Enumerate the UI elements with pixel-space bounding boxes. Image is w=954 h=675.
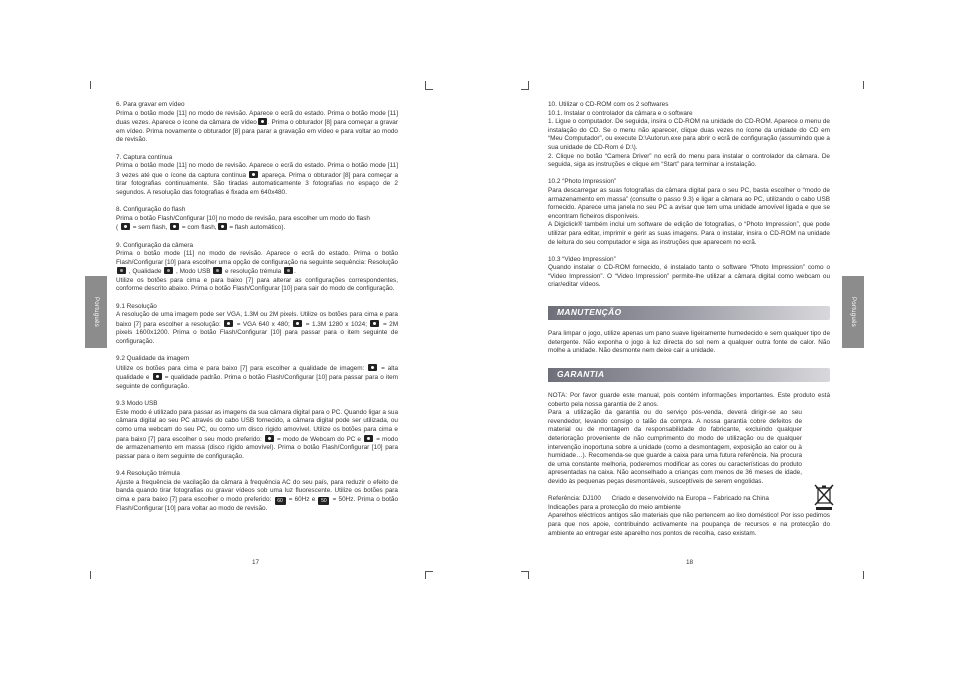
paragraph: Para descarregar as suas fotografias da câmara digital para o seu PC, basta escolher o “modo de armazenamento em massa” (consulte o passo 9.3) e ligar a câmara ao PC, utilizando o cabo USB fornecido. Aparece uma janela no seu PC a avisar que tem uma unidade amovível ligada e que se encontram ficheiros disponíveis. bbox=[548, 186, 830, 220]
crop-mark bbox=[90, 81, 91, 89]
crop-mark bbox=[90, 571, 91, 579]
warranty-body bbox=[548, 392, 830, 538]
warranty-heading: GARANTIA bbox=[557, 369, 605, 379]
left-page-body bbox=[116, 101, 398, 513]
standard-quality-icon bbox=[153, 373, 162, 380]
flash-off-icon bbox=[121, 223, 130, 230]
maintenance-heading-banner bbox=[548, 306, 830, 320]
flash-auto-icon bbox=[218, 223, 227, 230]
warranty-heading-banner bbox=[548, 368, 830, 382]
crop-mark bbox=[425, 89, 433, 90]
crop-mark bbox=[521, 89, 529, 90]
section-heading: 10.3 “Video Impression” bbox=[548, 255, 616, 263]
crop-mark bbox=[425, 81, 426, 89]
environment-heading: Indicações para a protecção do meio ambiente bbox=[548, 503, 681, 511]
section-heading: 9.4 Resolução trémula bbox=[116, 469, 180, 477]
page-number: 17 bbox=[252, 559, 260, 566]
section-heading: 6. Para gravar em vídeo bbox=[116, 101, 185, 108]
webcam-icon bbox=[265, 435, 274, 442]
language-tab-label: Português bbox=[93, 296, 99, 328]
vga-icon bbox=[224, 320, 233, 327]
reference-line: Referência: DJ100 Criado e desenvolvido na Europa – Fabricado na China bbox=[548, 495, 769, 503]
paragraph: Utilize os botões para cima e para baixo [7] para escolher a qualidade de imagem: = alta qualidade e = qualidade padrão. Prima o botão Flash/Configurar [10] para passar para o item seguinte de configuração. bbox=[116, 364, 398, 390]
language-tab-label: Português bbox=[850, 296, 856, 328]
crop-mark bbox=[528, 81, 529, 89]
flicker-icon bbox=[284, 267, 293, 274]
paragraph: NOTA: Por favor guarde este manual, pois contém informações importantes. Este produto está coberto pela nossa garantia de 2 anos. bbox=[548, 392, 830, 408]
section-heading: 10. Utilizar o CD-ROM com os 2 softwares bbox=[548, 101, 669, 108]
paragraph: Este modo é utilizado para passar as imagens da sua câmara digital para o PC. Quando ligar a sua câmara digital ao seu PC através do cabo USB fornecido, a câmara digital pode ser utilizada, ou como uma webcam do seu PC, ou como um disco rígido amovível. Utilize os botões para cima e para baixo [7] para escolher o seu modo preferido: = modo de Webcam do PC e = modo de armazenamento em massa (disco rígido amovível). Prima o botão Flash/Configurar [10] para passar para o item seguinte de configuração. bbox=[116, 408, 399, 460]
weee-crossed-bin-icon bbox=[813, 483, 835, 511]
section-heading: 9.3 Modo USB bbox=[116, 400, 158, 408]
paragraph: Prima o botão Flash/Configurar [10] no modo de revisão, para escolher um modo do flash ( = sem flash, = com flash, = flash automático). bbox=[116, 214, 370, 232]
paragraph: Para limpar o jogo, utilize apenas um pano suave ligeiramente humedecido e sem qualquer tipo de detergente. Não exponha o jogo à luz directa do sol nem a qualquer outra fonte de calor. Não molhe a unidade. Não desmonte nem deixe cair a unidade. bbox=[548, 330, 830, 355]
paragraph: Aparelhos eléctricos antigos são materiais que não pertencem ao lixo doméstico! Por isso pedimos para que nos apoie, contribuindo activamente na poupança de recursos e na protecção do ambiente ao entregar este aparelho nos pontos de recolha, caso existam. bbox=[548, 512, 830, 537]
section-heading: 10.2 “Photo Impression” bbox=[548, 178, 617, 186]
paragraph: Prima o botão mode [11] no modo de revisão. Aparece o ecrã do estado. Prima o botão mode [11] duas vezes. Aparece o ícone da câmara de vídeo . Prima o obturador [8] para começar a gravar em vídeo. Prima novamente o obturador [8] para parar a gravação em vídeo e para voltar ao modo de revisão. bbox=[116, 109, 398, 144]
50hz-icon: 50 bbox=[318, 497, 329, 505]
crop-mark bbox=[528, 571, 529, 579]
language-tab-left bbox=[85, 276, 107, 348]
paragraph: A resolução de uma imagem pode ser VGA, 1.3M ou 2M pixels. Utilize os botões para cima e para baixo [7] para escolher a resolução: = VGA 640 x 480; = 1.3M 1280 x 1024; = 2M pixels 1600x1200. Prima o botão Flash/Configurar [10] para passar para o item seguinte de configuração. bbox=[116, 311, 399, 346]
section-heading: 9.1 Resolução bbox=[116, 302, 157, 310]
paragraph: Quando instalar o CD-ROM fornecido, é instalado tanto o software “Photo Impression” como o “Video Impression”. O “Video Impression” permite-lhe utilizar a câmara digital como webcam ou criar/editar vídeos. bbox=[548, 264, 830, 289]
section-heading: 9. Configuração da câmera bbox=[116, 241, 194, 249]
section-heading: 8. Configuração do flash bbox=[116, 206, 186, 214]
usb-mode-icon bbox=[213, 267, 222, 274]
burst-capture-icon bbox=[249, 171, 258, 178]
high-quality-icon bbox=[368, 364, 377, 371]
paragraph: Prima o botão mode [11] no modo de revisão. Aparece o ecrã do estado. Prima o botão Flash/Configurar [10] para escolher uma opção de configuração na seguinte sequência: Resolução , Qualidade , Modo USB e resolução trémula . Utilize os botões para cima e para baixo [7] para alterar as configurações correspondentes, conforme descrito abaixo. Prima o botão Flash/Configurar [10] para sair do modo de configuração. bbox=[116, 250, 398, 293]
quality-icon bbox=[164, 267, 173, 274]
flash-on-icon bbox=[170, 223, 179, 230]
crop-mark bbox=[425, 571, 433, 572]
paragraph: Ajuste a frequência de vacilação da câmara à frequência AC do seu país, para reduzir o efeito de banda quando tirar fotografias ou gravar vídeos sob uma luz fluorescente. Utilize os botões para cima e para baixo [7] para escolher o modo preferido: 60 = 60Hz e 50 = 50Hz. Prima o botão Flash/Configurar [10] para voltar ao modo de revisão. bbox=[116, 478, 398, 512]
section-heading: 10.1. Instalar o controlador da câmara e o software bbox=[548, 109, 693, 117]
page-number: 18 bbox=[686, 559, 694, 566]
section-heading: 7. Captura contínua bbox=[116, 153, 173, 161]
maintenance-body bbox=[548, 330, 830, 356]
paragraph: 1. Ligue o computador. De seguida, insira o CD-ROM na unidade do CD-ROM. Aparece o menu de instalação do CD. Se o menu não aparecer, clique duas vezes no ícone da unidade do CD em “Meu Computador”, ou execute D:\Autorun.exe para abrir o ecrã de configuração (assumindo que a sua unidade de CD-Rom é D:\). bbox=[548, 118, 830, 151]
right-page-body bbox=[548, 101, 830, 290]
crop-mark bbox=[425, 571, 426, 579]
2m-icon bbox=[370, 320, 379, 327]
maintenance-heading: MANUTENÇÃO bbox=[557, 307, 622, 317]
section-heading: 9.2 Qualidade da imagem bbox=[116, 355, 190, 363]
1-3m-icon bbox=[293, 320, 302, 327]
mass-storage-icon bbox=[364, 435, 373, 442]
paragraph: Prima o botão mode [11] no modo de revisão. Aparece o ecrã do estado. Prima o botão mode [11] 3 vezes até que o ícone da captura contínua apareça. Prima o obturador [8] para começar a tirar fotografias continuamente. São tiradas automaticamente 3 fotografias no espaço de 2 segundos. A resolução das fotografias é fixada em 640x480. bbox=[116, 162, 398, 196]
paragraph: 2. Clique no botão “Camera Driver” no ecrã do menu para instalar o controlador da câmara. De seguida, siga as instruções e clique em “Start” para terminar a instalação. bbox=[548, 152, 830, 169]
resolution-icon bbox=[117, 267, 126, 274]
crop-mark bbox=[863, 571, 864, 579]
video-camera-icon bbox=[258, 118, 267, 125]
60hz-icon: 60 bbox=[275, 497, 286, 505]
paragraph: Para a utilização da garantia ou do serviço pós-venda, deverá dirigir-se ao seu revendedor, levando consigo o talão da compra. A nossa garantia cobre defeitos de material ou de montagem da responsabilidade do fabricante, excluindo qualquer deterioração proveniente de não cumprimento do modo de utilização ou de qualquer intervenção inoportuna sobre a unidade (como a desmontagem, exposição ao calor ou à humidade…). Recomenda-se que guarde a caixa para uma futura referência. Na procura de uma constante melhoria, poderemos modificar as cores ou características do produto apresentadas na caixa. Não aconselhado a crianças com menos de 36 meses de idade, devido às pequenas peças desmontáveis, susceptíveis de serem engolidas. bbox=[548, 409, 802, 485]
crop-mark bbox=[863, 81, 864, 89]
paragraph: A Digiclick® também inclui um software de edição de fotografias, o “Photo Impression”, que pode utilizar para editar, imprimir e gerir as suas imagens. Para o instalar, insira o CD-ROM na unidade de leitura do seu computador e siga as instruções que aparecem no ecrã. bbox=[548, 221, 830, 246]
language-tab-right bbox=[842, 276, 864, 348]
